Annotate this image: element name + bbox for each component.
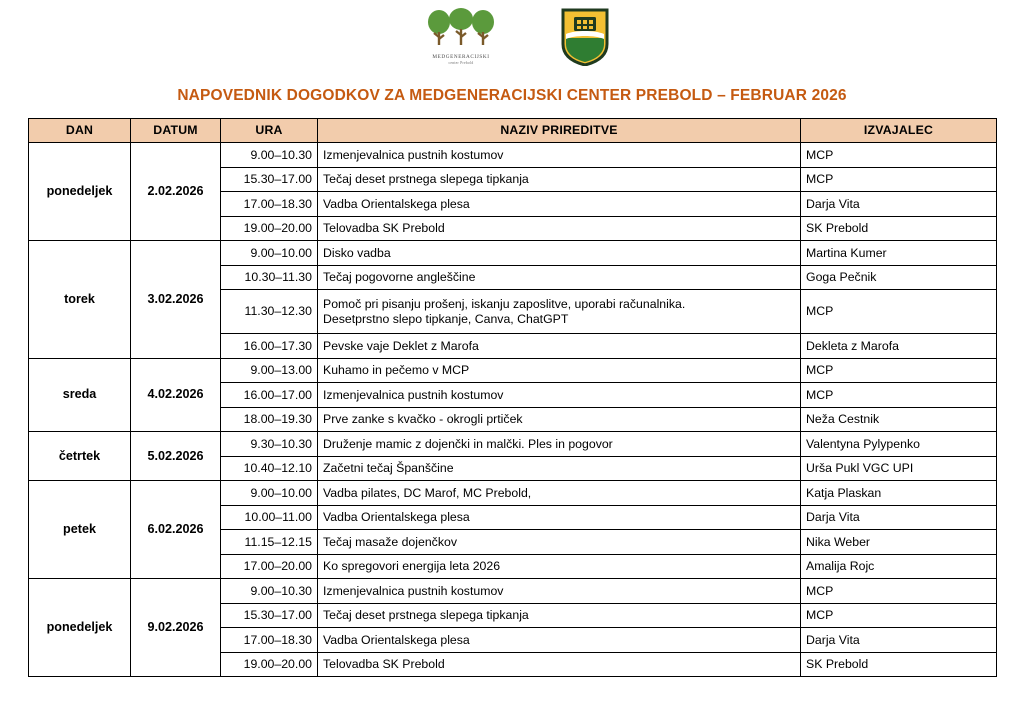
cell-event-name: Vadba Orientalskega plesa [318, 628, 801, 653]
cell-event-name: Druženje mamic z dojenčki in malčki. Ples in pogovor [318, 432, 801, 457]
logo-subtitle-text: center Prebold [448, 61, 474, 65]
cell-event-name: Disko vadba [318, 241, 801, 266]
cell-organizer: Martina Kumer [801, 241, 997, 266]
prebold-coat-of-arms-icon [561, 8, 609, 66]
event-name-line-2: Desetprstno slepo tipkanje, Canva, ChatGPT [323, 311, 569, 326]
cell-organizer: MCP [801, 290, 997, 334]
cell-date: 9.02.2026 [131, 579, 221, 677]
cell-day: ponedeljek [29, 579, 131, 677]
cell-event-name: Tečaj deset prstnega slepega tipkanja [318, 167, 801, 192]
cell-event-name: Vadba Orientalskega plesa [318, 192, 801, 217]
cell-day: sreda [29, 358, 131, 432]
cell-organizer: Nika Weber [801, 530, 997, 555]
cell-organizer: MCP [801, 579, 997, 604]
cell-event-name: Telovadba SK Prebold [318, 652, 801, 677]
cell-event-name: Izmenjevalnica pustnih kostumov [318, 383, 801, 408]
cell-event-name: Izmenjevalnica pustnih kostumov [318, 143, 801, 168]
cell-event-name [318, 290, 801, 334]
cell-time: 17.00–18.30 [221, 192, 318, 217]
logo-row [0, 0, 1024, 66]
cell-event-name: Kuhamo in pečemo v MCP [318, 358, 801, 383]
cell-time: 9.00–10.00 [221, 481, 318, 506]
cell-organizer: Darja Vita [801, 628, 997, 653]
cell-organizer: MCP [801, 167, 997, 192]
cell-event-name: Tečaj pogovorne angleščine [318, 265, 801, 290]
cell-event-name: Pevske vaje Deklet z Marofa [318, 334, 801, 359]
cell-time: 19.00–20.00 [221, 652, 318, 677]
cell-organizer: Neža Cestnik [801, 407, 997, 432]
column-header-dan: DAN [29, 119, 131, 143]
table-row [29, 241, 997, 266]
medgeneracijski-center-logo [415, 8, 507, 66]
cell-time: 9.00–10.00 [221, 241, 318, 266]
cell-time: 19.00–20.00 [221, 216, 318, 241]
cell-date: 5.02.2026 [131, 432, 221, 481]
column-header-datum: DATUM [131, 119, 221, 143]
cell-event-name: Izmenjevalnica pustnih kostumov [318, 579, 801, 604]
table-header-row [29, 119, 997, 143]
cell-event-name: Vadba pilates, DC Marof, MC Prebold, [318, 481, 801, 506]
cell-day: ponedeljek [29, 143, 131, 241]
cell-organizer: MCP [801, 603, 997, 628]
cell-time: 9.00–10.30 [221, 579, 318, 604]
cell-time: 10.00–11.00 [221, 505, 318, 530]
column-header-izvajalec: IZVAJALEC [801, 119, 997, 143]
cell-time: 9.30–10.30 [221, 432, 318, 457]
table-row [29, 358, 997, 383]
cell-event-name: Začetni tečaj Španščine [318, 456, 801, 481]
table-row [29, 579, 997, 604]
cell-organizer: Amalija Rojc [801, 554, 997, 579]
cell-event-name: Tečaj masaže dojenčkov [318, 530, 801, 555]
cell-time: 11.15–12.15 [221, 530, 318, 555]
schedule-table [28, 118, 997, 677]
cell-event-name: Telovadba SK Prebold [318, 216, 801, 241]
cell-time: 17.00–20.00 [221, 554, 318, 579]
cell-time: 9.00–13.00 [221, 358, 318, 383]
cell-time: 15.30–17.00 [221, 603, 318, 628]
event-name-line-1: Pomoč pri pisanju prošenj, iskanju zaposlitve, uporabi računalnika. [323, 297, 686, 311]
cell-time: 11.30–12.30 [221, 290, 318, 334]
cell-organizer: SK Prebold [801, 216, 997, 241]
cell-day: petek [29, 481, 131, 579]
cell-event-name: Prve zanke s kvačko - okrogli prtiček [318, 407, 801, 432]
cell-time: 17.00–18.30 [221, 628, 318, 653]
cell-time: 10.40–12.10 [221, 456, 318, 481]
cell-organizer: Urša Pukl VGC UPI [801, 456, 997, 481]
cell-organizer: Valentyna Pylypenko [801, 432, 997, 457]
cell-day: četrtek [29, 432, 131, 481]
cell-time: 15.30–17.00 [221, 167, 318, 192]
page-title: NAPOVEDNIK DOGODKOV ZA MEDGENERACIJSKI CENTER PREBOLD – FEBRUAR 2026 [177, 87, 847, 104]
cell-time: 9.00–10.30 [221, 143, 318, 168]
schedule-table-body [29, 143, 997, 677]
schedule-table-wrapper [0, 118, 1024, 677]
cell-time: 10.30–11.30 [221, 265, 318, 290]
cell-day: torek [29, 241, 131, 359]
cell-time: 16.00–17.00 [221, 383, 318, 408]
cell-time: 18.00–19.30 [221, 407, 318, 432]
table-row [29, 143, 997, 168]
logo-name-text: MEDGENERACIJSKI [432, 54, 490, 60]
cell-event-name: Ko spregovori energija leta 2026 [318, 554, 801, 579]
cell-event-name: Vadba Orientalskega plesa [318, 505, 801, 530]
cell-organizer: Dekleta z Marofa [801, 334, 997, 359]
cell-date: 4.02.2026 [131, 358, 221, 432]
cell-date: 3.02.2026 [131, 241, 221, 359]
cell-event-name: Tečaj deset prstnega slepega tipkanja [318, 603, 801, 628]
table-row [29, 432, 997, 457]
table-row [29, 481, 997, 506]
cell-date: 6.02.2026 [131, 481, 221, 579]
column-header-naziv-prireditve: NAZIV PRIREDITVE [318, 119, 801, 143]
cell-organizer: Darja Vita [801, 505, 997, 530]
cell-date: 2.02.2026 [131, 143, 221, 241]
cell-organizer: Goga Pečnik [801, 265, 997, 290]
cell-organizer: MCP [801, 383, 997, 408]
cell-organizer: MCP [801, 143, 997, 168]
cell-organizer: Darja Vita [801, 192, 997, 217]
three-trees-icon [425, 8, 497, 53]
column-header-ura: URA [221, 119, 318, 143]
cell-organizer: Katja Plaskan [801, 481, 997, 506]
cell-organizer: MCP [801, 358, 997, 383]
cell-organizer: SK Prebold [801, 652, 997, 677]
cell-time: 16.00–17.30 [221, 334, 318, 359]
